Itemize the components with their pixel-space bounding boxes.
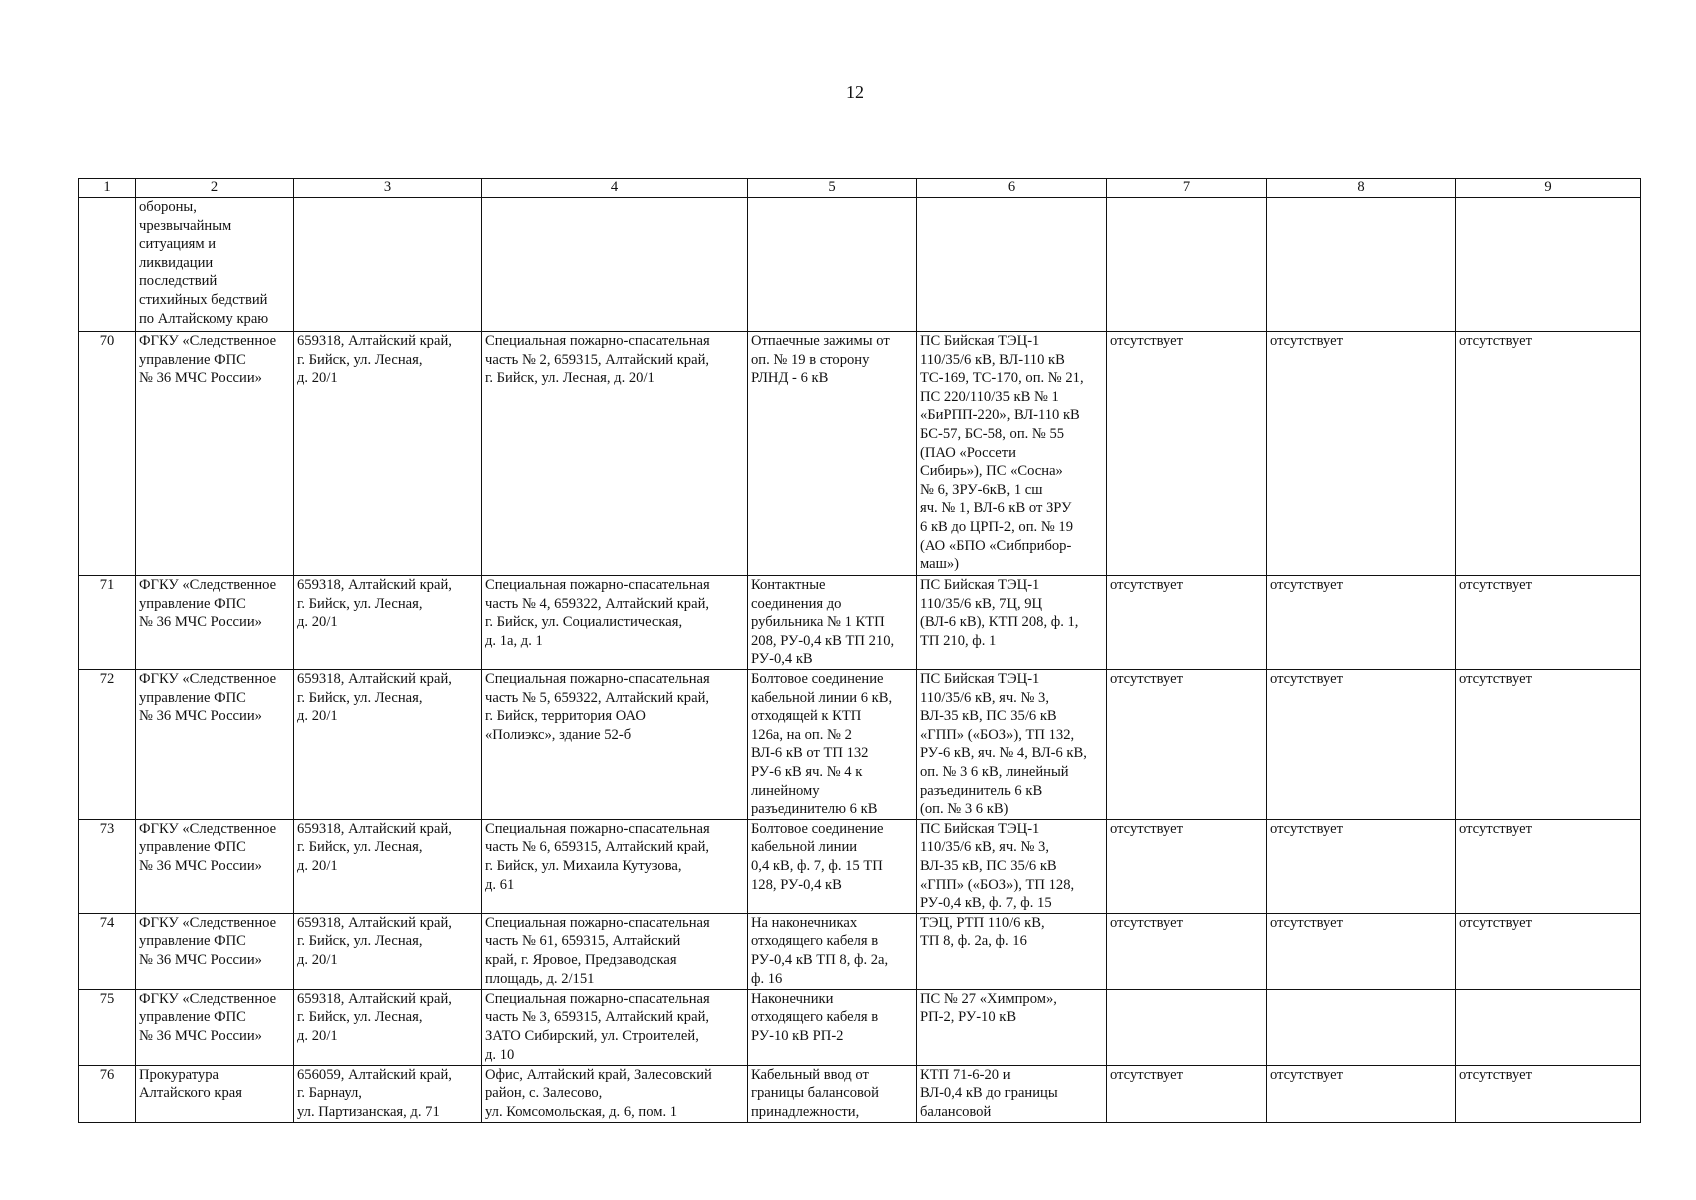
organization-address: 659318, Алтайский край, г. Бийск, ул. Лесная, д. 20/1 [294, 989, 482, 1065]
object-name: Офис, Алтайский край, Залесовский район, с. Залесово, ул. Комсомольская, д. 6, пом. 1 [482, 1065, 748, 1122]
row-number [79, 198, 136, 332]
object-name [482, 198, 748, 332]
row-number: 75 [79, 989, 136, 1065]
col-8-value: отсутствует [1267, 913, 1456, 989]
col-9-value: отсутствует [1456, 576, 1641, 670]
col-7-value: отсутствует [1107, 819, 1267, 913]
header-col-8: 8 [1267, 179, 1456, 198]
header-col-9: 9 [1456, 179, 1641, 198]
row-number: 76 [79, 1065, 136, 1122]
col-7-value: отсутствует [1107, 670, 1267, 820]
table-row [79, 576, 1641, 670]
page-number: 12 [846, 82, 864, 102]
supply-network [917, 198, 1107, 332]
supply-network: ПС Бийская ТЭЦ-1 110/35/6 кВ, яч. № 3, ВЛ-35 кВ, ПС 35/6 кВ «ГПП» («БОЗ»), ТП 132, РУ-6 кВ, яч. № 4, ВЛ-6 кВ, оп. № 3 6 кВ, линейный разъединитель 6 кВ (оп. № 3 6 кВ) [917, 670, 1107, 820]
col-8-value: отсутствует [1267, 576, 1456, 670]
header-col-2: 2 [136, 179, 294, 198]
col-7-value: отсутствует [1107, 576, 1267, 670]
table-row [79, 819, 1641, 913]
header-col-7: 7 [1107, 179, 1267, 198]
col-9-value [1456, 198, 1641, 332]
connection-point: Болтовое соединение кабельной линии 0,4 кВ, ф. 7, ф. 15 ТП 128, РУ-0,4 кВ [748, 819, 917, 913]
col-9-value: отсутствует [1456, 1065, 1641, 1122]
supply-network: ТЭЦ, РТП 110/6 кВ, ТП 8, ф. 2а, ф. 16 [917, 913, 1107, 989]
organization: Прокуратура Алтайского края [136, 1065, 294, 1122]
header-col-5: 5 [748, 179, 917, 198]
organization: ФГКУ «Следственное управление ФПС № 36 МЧС России» [136, 576, 294, 670]
connection-point: Кабельный ввод от границы балансовой принадлежности, [748, 1065, 917, 1122]
header-col-1: 1 [79, 179, 136, 198]
header-col-3: 3 [294, 179, 482, 198]
organization-address: 659318, Алтайский край, г. Бийск, ул. Лесная, д. 20/1 [294, 576, 482, 670]
organization-address: 659318, Алтайский край, г. Бийск, ул. Лесная, д. 20/1 [294, 819, 482, 913]
row-number: 72 [79, 670, 136, 820]
object-name: Специальная пожарно-спасательная часть № 2, 659315, Алтайский край, г. Бийск, ул. Лесная, д. 20/1 [482, 332, 748, 576]
table-body [79, 198, 1641, 1123]
table-row [79, 913, 1641, 989]
connection-point: Отпаечные зажимы от оп. № 19 в сторону РЛНД - 6 кВ [748, 332, 917, 576]
col-7-value [1107, 989, 1267, 1065]
col-8-value: отсутствует [1267, 1065, 1456, 1122]
organization: обороны, чрезвычайным ситуациям и ликвидации последствий стихийных бедствий по Алтайскому краю [136, 198, 294, 332]
supply-network: КТП 71-6-20 и ВЛ-0,4 кВ до границы балансовой [917, 1065, 1107, 1122]
col-8-value: отсутствует [1267, 670, 1456, 820]
organization-address: 659318, Алтайский край, г. Бийск, ул. Лесная, д. 20/1 [294, 332, 482, 576]
col-9-value: отсутствует [1456, 332, 1641, 576]
table-row [79, 670, 1641, 820]
table-row [79, 1065, 1641, 1122]
connection-point [748, 198, 917, 332]
supply-network: ПС № 27 «Химпром», РП-2, РУ-10 кВ [917, 989, 1107, 1065]
supply-network: ПС Бийская ТЭЦ-1 110/35/6 кВ, ВЛ-110 кВ ТС-169, ТС-170, оп. № 21, ПС 220/110/35 кВ № 1 «БиРПП-220», ВЛ-110 кВ БС-57, БС-58, оп. № 55 (ПАО «Россети Сибирь»), ПС «Сосна» № 6, ЗРУ-6кВ, 1 сш яч. № 1, ВЛ-6 кВ от ЗРУ 6 кВ до ЦРП-2, оп. № 19 (АО «БПО «Сибприбор- маш») [917, 332, 1107, 576]
connection-point: Болтовое соединение кабельной линии 6 кВ, отходящей к КТП 126а, на оп. № 2 ВЛ-6 кВ от ТП 132 РУ-6 кВ яч. № 4 к линейному разъединителю 6 кВ [748, 670, 917, 820]
col-9-value: отсутствует [1456, 819, 1641, 913]
col-9-value: отсутствует [1456, 670, 1641, 820]
object-name: Специальная пожарно-спасательная часть № 5, 659322, Алтайский край, г. Бийск, территория ОАО «Полиэкс», здание 52-б [482, 670, 748, 820]
col-8-value [1267, 989, 1456, 1065]
header-col-6: 6 [917, 179, 1107, 198]
col-9-value: отсутствует [1456, 913, 1641, 989]
object-name: Специальная пожарно-спасательная часть № 61, 659315, Алтайский край, г. Яровое, Предзаводская площадь, д. 2/151 [482, 913, 748, 989]
col-8-value: отсутствует [1267, 819, 1456, 913]
col-7-value: отсутствует [1107, 1065, 1267, 1122]
supply-network: ПС Бийская ТЭЦ-1 110/35/6 кВ, яч. № 3, ВЛ-35 кВ, ПС 35/6 кВ «ГПП» («БОЗ»), ТП 128, РУ-0,4 кВ, ф. 7, ф. 15 [917, 819, 1107, 913]
organization: ФГКУ «Следственное управление ФПС № 36 МЧС России» [136, 913, 294, 989]
table-row [79, 198, 1641, 332]
data-table [78, 178, 1641, 1123]
col-7-value: отсутствует [1107, 332, 1267, 576]
organization-address: 659318, Алтайский край, г. Бийск, ул. Лесная, д. 20/1 [294, 670, 482, 820]
connection-point: Контактные соединения до рубильника № 1 КТП 208, РУ-0,4 кВ ТП 210, РУ-0,4 кВ [748, 576, 917, 670]
connection-point: Наконечники отходящего кабеля в РУ-10 кВ РП-2 [748, 989, 917, 1065]
organization-address: 659318, Алтайский край, г. Бийск, ул. Лесная, д. 20/1 [294, 913, 482, 989]
col-8-value: отсутствует [1267, 332, 1456, 576]
organization-address [294, 198, 482, 332]
col-9-value [1456, 989, 1641, 1065]
organization: ФГКУ «Следственное управление ФПС № 36 МЧС России» [136, 332, 294, 576]
row-number: 74 [79, 913, 136, 989]
object-name: Специальная пожарно-спасательная часть № 4, 659322, Алтайский край, г. Бийск, ул. Социалистическая, д. 1а, д. 1 [482, 576, 748, 670]
col-7-value [1107, 198, 1267, 332]
col-8-value [1267, 198, 1456, 332]
table-row [79, 989, 1641, 1065]
table-header [79, 179, 1641, 198]
organization: ФГКУ «Следственное управление ФПС № 36 МЧС России» [136, 670, 294, 820]
connection-point: На наконечниках отходящего кабеля в РУ-0,4 кВ ТП 8, ф. 2а, ф. 16 [748, 913, 917, 989]
object-name: Специальная пожарно-спасательная часть № 6, 659315, Алтайский край, г. Бийск, ул. Михаила Кутузова, д. 61 [482, 819, 748, 913]
header-col-4: 4 [482, 179, 748, 198]
row-number: 73 [79, 819, 136, 913]
table-row [79, 332, 1641, 576]
col-7-value: отсутствует [1107, 913, 1267, 989]
organization: ФГКУ «Следственное управление ФПС № 36 МЧС России» [136, 819, 294, 913]
supply-network: ПС Бийская ТЭЦ-1 110/35/6 кВ, 7Ц, 9Ц (ВЛ-6 кВ), КТП 208, ф. 1, ТП 210, ф. 1 [917, 576, 1107, 670]
object-name: Специальная пожарно-спасательная часть № 3, 659315, Алтайский край, ЗАТО Сибирский, ул. Строителей, д. 10 [482, 989, 748, 1065]
organization-address: 656059, Алтайский край, г. Барнаул, ул. Партизанская, д. 71 [294, 1065, 482, 1122]
row-number: 71 [79, 576, 136, 670]
organization: ФГКУ «Следственное управление ФПС № 36 МЧС России» [136, 989, 294, 1065]
row-number: 70 [79, 332, 136, 576]
